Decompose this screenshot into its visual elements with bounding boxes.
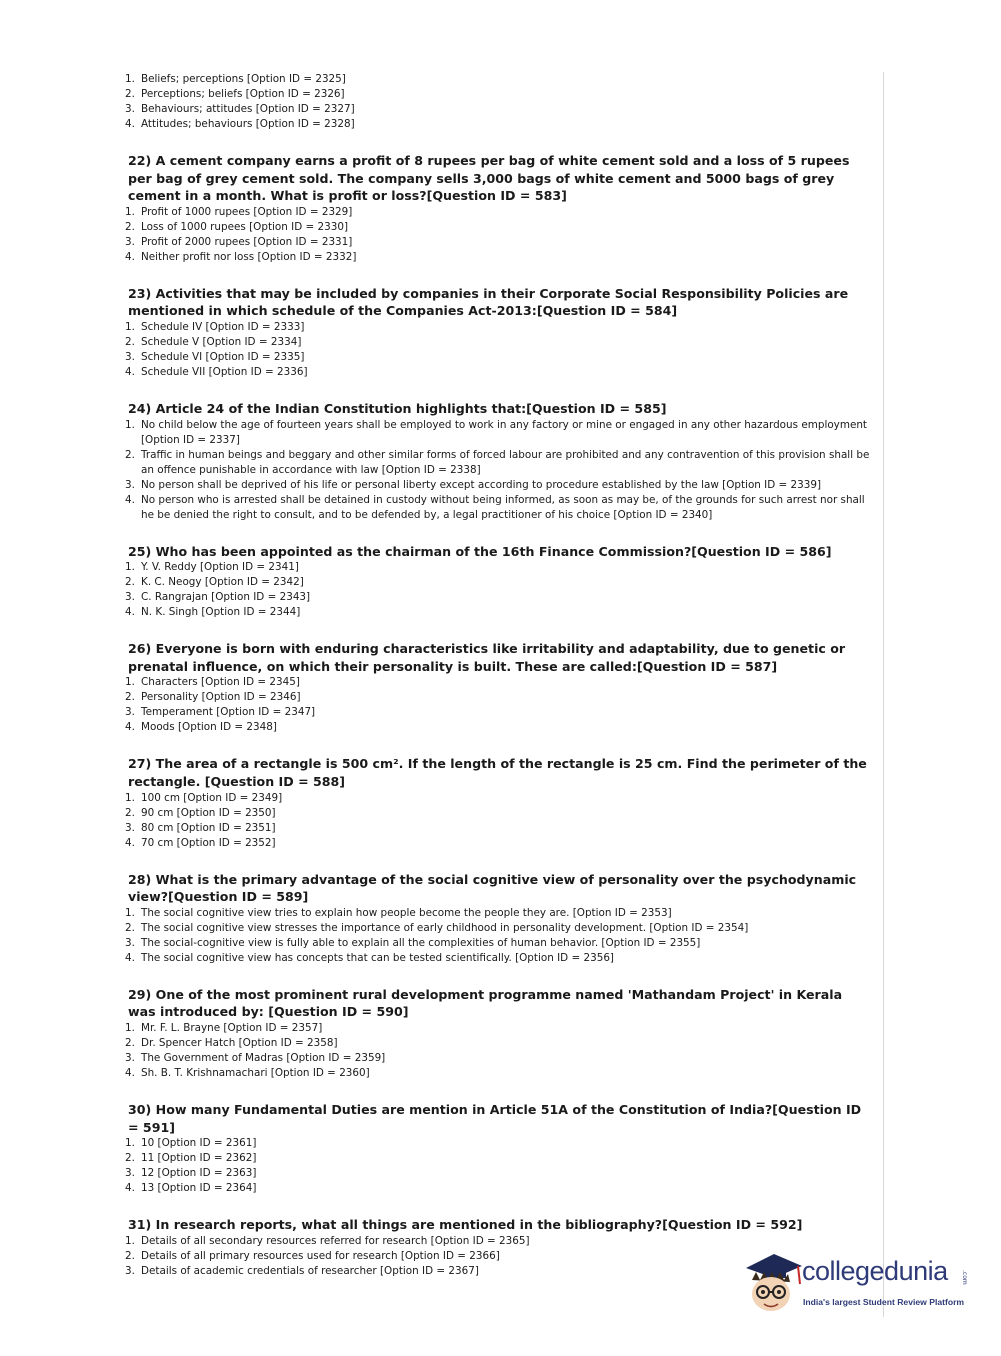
option-item xyxy=(122,1234,872,1249)
option-item xyxy=(122,921,872,936)
question-text: 31) In research reports, what all things are mentioned in the bibliography?[Question ID = 592] xyxy=(128,1217,803,1233)
options-list xyxy=(122,1136,872,1196)
option-text: 12 [Option ID = 2363] xyxy=(141,1167,257,1180)
option-text: 100 cm [Option ID = 2349] xyxy=(141,791,283,804)
question-text: 28) What is the primary advantage of the social cognitive view of personality over the psychodynamic view?[Question ID = 589] xyxy=(128,871,857,905)
option-item xyxy=(122,605,872,620)
option-number: 3. xyxy=(125,706,135,719)
options-list xyxy=(122,675,872,735)
question-block xyxy=(122,986,872,1081)
option-number: 1. xyxy=(125,561,135,574)
option-text: Mr. F. L. Brayne [Option ID = 2357] xyxy=(141,1021,323,1034)
options-list xyxy=(122,320,872,380)
option-text: Profit of 2000 rupees [Option ID = 2331] xyxy=(141,235,353,248)
option-text: The social-cognitive view is fully able to explain all the complexities of human behavior. [Option ID = 2355] xyxy=(141,936,701,949)
option-text: Perceptions; beliefs [Option ID = 2326] xyxy=(141,88,345,100)
option-text: No child below the age of fourteen years shall be employed to work in any factory or mine or engaged in any other hazardous employment [Option ID = 2337] xyxy=(141,418,868,446)
option-number: 4. xyxy=(125,836,135,849)
option-number: 1. xyxy=(125,1021,135,1034)
option-number: 1. xyxy=(125,205,135,218)
option-number: 4. xyxy=(125,365,135,378)
option-item xyxy=(122,575,872,590)
option-number: 2. xyxy=(125,1036,135,1049)
leading-options-list xyxy=(122,72,872,132)
option-text: Behaviours; attitudes [Option ID = 2327] xyxy=(141,103,355,115)
option-item xyxy=(122,675,872,690)
option-number: 2. xyxy=(125,88,135,100)
option-number: 2. xyxy=(125,220,135,233)
option-item xyxy=(122,1051,872,1066)
option-text: K. C. Neogy [Option ID = 2342] xyxy=(141,576,304,589)
option-text: Schedule IV [Option ID = 2333] xyxy=(141,320,305,333)
option-text: No person shall be deprived of his life or personal liberty except according to procedure established by the law [Option ID = 2339] xyxy=(141,478,822,491)
option-number: 3. xyxy=(125,821,135,834)
option-number: 1. xyxy=(125,906,135,919)
options-list xyxy=(122,205,872,265)
option-item xyxy=(122,806,872,821)
option-item xyxy=(122,205,872,220)
option-item xyxy=(122,350,872,365)
option-item xyxy=(122,951,872,966)
option-number: 3. xyxy=(125,1167,135,1180)
option-number: 2. xyxy=(125,448,135,461)
option-item xyxy=(122,720,872,735)
option-number: 1. xyxy=(125,418,135,431)
question-text: 27) The area of a rectangle is 500 cm². If the length of the rectangle is 25 cm. Find the perimeter of the rectangle. [Question ID = 588] xyxy=(128,756,867,789)
option-number: 1. xyxy=(125,676,135,689)
option-number: 2. xyxy=(125,335,135,348)
option-text: Sh. B. T. Krishnamachari [Option ID = 2360] xyxy=(141,1066,370,1079)
option-number: 1. xyxy=(125,320,135,333)
option-item xyxy=(122,102,872,117)
option-item xyxy=(122,590,872,605)
option-number: 4. xyxy=(125,493,135,506)
option-text: Neither profit nor loss [Option ID = 2332] xyxy=(141,250,357,263)
option-text: Temperament [Option ID = 2347] xyxy=(141,706,316,719)
question-text: 23) Activities that may be included by companies in their Corporate Social Responsibility Policies are mentioned in which schedule of the Companies Act-2013:[Question ID = 584] xyxy=(128,285,849,319)
option-number: 3. xyxy=(125,591,135,604)
option-text: Details of academic credentials of researcher [Option ID = 2367] xyxy=(141,1264,479,1277)
option-text: C. Rangrajan [Option ID = 2343] xyxy=(141,591,311,604)
question-paper xyxy=(122,72,872,1279)
option-text: 90 cm [Option ID = 2350] xyxy=(141,806,276,819)
option-text: Schedule VI [Option ID = 2335] xyxy=(141,350,305,363)
option-text: Moods [Option ID = 2348] xyxy=(141,721,277,734)
option-text: Profit of 1000 rupees [Option ID = 2329] xyxy=(141,205,353,218)
collegedunia-logo xyxy=(742,1250,972,1318)
options-list xyxy=(122,906,872,966)
option-text: 10 [Option ID = 2361] xyxy=(141,1137,257,1150)
option-text: 80 cm [Option ID = 2351] xyxy=(141,821,276,834)
option-text: Characters [Option ID = 2345] xyxy=(141,676,300,689)
option-item xyxy=(122,690,872,705)
option-item xyxy=(122,493,872,523)
option-text: Y. V. Reddy [Option ID = 2341] xyxy=(141,561,299,574)
question-text: 25) Who has been appointed as the chairman of the 16th Finance Commission?[Question ID = 586] xyxy=(128,543,832,559)
option-text: Loss of 1000 rupees [Option ID = 2330] xyxy=(141,220,349,233)
question-text: 24) Article 24 of the Indian Constitution highlights that:[Question ID = 585] xyxy=(128,400,667,416)
options-list xyxy=(122,418,872,523)
option-text: Schedule V [Option ID = 2334] xyxy=(141,335,302,348)
option-number: 3. xyxy=(125,1264,135,1277)
option-text: No person who is arrested shall be detained in custody without being informed, as soon as may be, of the grounds for such arrest nor shall he be denied the right to consult, and to be defended by, a legal practitioner of his choice [Option ID = 2340] xyxy=(141,493,865,521)
option-item xyxy=(122,117,872,132)
leading-options-block xyxy=(122,72,872,132)
option-text: Traffic in human beings and beggary and other similar forms of forced labour are prohibited and any contravention of this provision shall be an offence punishable in accordance with law [Option ID = 2338] xyxy=(141,448,870,476)
option-item xyxy=(122,220,872,235)
option-item xyxy=(122,72,872,87)
option-number: 2. xyxy=(125,921,135,934)
option-item xyxy=(122,1036,872,1051)
option-number: 4. xyxy=(125,1066,135,1079)
option-number: 3. xyxy=(125,235,135,248)
option-text: The social cognitive view has concepts that can be tested scientifically. [Option ID = 2356] xyxy=(141,951,614,964)
option-number: 3. xyxy=(125,1051,135,1064)
option-item xyxy=(122,418,872,448)
option-number: 4. xyxy=(125,951,135,964)
option-text: 13 [Option ID = 2364] xyxy=(141,1182,257,1195)
option-number: 1. xyxy=(125,1137,135,1150)
page-divider-line xyxy=(883,72,884,1317)
option-item xyxy=(122,560,872,575)
option-number: 2. xyxy=(125,691,135,704)
option-number: 2. xyxy=(125,576,135,589)
option-item xyxy=(122,906,872,921)
question-block xyxy=(122,871,872,966)
option-number: 2. xyxy=(125,806,135,819)
question-block xyxy=(122,400,872,523)
option-item xyxy=(122,1166,872,1181)
options-list xyxy=(122,560,872,620)
option-item xyxy=(122,791,872,806)
option-text: N. K. Singh [Option ID = 2344] xyxy=(141,606,301,619)
option-text: Attitudes; behaviours [Option ID = 2328] xyxy=(141,118,355,130)
logo-suffix: .com xyxy=(961,1270,968,1285)
option-number: 3. xyxy=(125,350,135,363)
question-block xyxy=(122,152,872,265)
option-text: The social cognitive view stresses the importance of early childhood in personality development. [Option ID = 2354] xyxy=(141,921,749,934)
option-number: 1. xyxy=(125,791,135,804)
option-number: 1. xyxy=(125,73,135,85)
option-number: 1. xyxy=(125,1234,135,1247)
question-text: 30) How many Fundamental Duties are mention in Article 51A of the Constitution of India?[Question ID = 591] xyxy=(128,1101,862,1135)
option-item xyxy=(122,821,872,836)
question-text: 29) One of the most prominent rural development programme named 'Mathandam Project' in Kerala was introduced by: [Question ID = 590] xyxy=(128,986,843,1020)
option-number: 3. xyxy=(125,936,135,949)
option-item xyxy=(122,836,872,851)
question-block xyxy=(122,543,872,621)
option-item xyxy=(122,1066,872,1081)
question-text: 26) Everyone is born with enduring characteristics like irritability and adaptability, due to genetic or prenatal influence, on which their personality is built. These are called:[Question ID = 587] xyxy=(128,641,846,674)
option-text: The social cognitive view tries to explain how people become the people they are. [Option ID = 2353] xyxy=(141,906,672,919)
option-number: 2. xyxy=(125,1249,135,1262)
option-item xyxy=(122,1136,872,1151)
option-number: 3. xyxy=(125,103,135,115)
option-number: 4. xyxy=(125,118,135,130)
option-item xyxy=(122,705,872,720)
option-item xyxy=(122,335,872,350)
question-text: 22) A cement company earns a profit of 8 rupees per bag of white cement sold and a loss of 5 rupees per bag of grey cement sold. The company sells 3,000 bags of white cement and 5000 bags of grey cement in a month. What is profit or loss?[Question ID = 583] xyxy=(128,153,850,204)
option-item xyxy=(122,365,872,380)
option-item xyxy=(122,1151,872,1166)
option-text: 11 [Option ID = 2362] xyxy=(141,1152,257,1165)
option-item xyxy=(122,1021,872,1036)
option-number: 4. xyxy=(125,606,135,619)
question-block xyxy=(122,755,872,850)
option-item xyxy=(122,1181,872,1196)
option-text: Details of all secondary resources referred for research [Option ID = 2365] xyxy=(141,1234,530,1247)
option-text: 70 cm [Option ID = 2352] xyxy=(141,836,276,849)
question-block xyxy=(122,285,872,380)
option-text: Schedule VII [Option ID = 2336] xyxy=(141,365,308,378)
option-item xyxy=(122,320,872,335)
option-item xyxy=(122,235,872,250)
option-number: 3. xyxy=(125,478,135,491)
option-item xyxy=(122,936,872,951)
options-list xyxy=(122,791,872,851)
option-text: Beliefs; perceptions [Option ID = 2325] xyxy=(141,73,346,85)
question-block xyxy=(122,1101,872,1196)
options-list xyxy=(122,1021,872,1081)
option-text: The Government of Madras [Option ID = 2359] xyxy=(141,1051,386,1064)
logo-wordmark: collegedunia xyxy=(802,1256,948,1286)
option-item xyxy=(122,250,872,265)
questions-container xyxy=(122,152,872,1279)
option-item xyxy=(122,478,872,493)
question-block xyxy=(122,640,872,735)
logo-tagline: India's largest Student Review Platform xyxy=(803,1297,965,1307)
option-number: 2. xyxy=(125,1152,135,1165)
option-item xyxy=(122,87,872,102)
option-number: 4. xyxy=(125,250,135,263)
option-text: Details of all primary resources used for research [Option ID = 2366] xyxy=(141,1249,500,1262)
option-text: Dr. Spencer Hatch [Option ID = 2358] xyxy=(141,1036,338,1049)
option-number: 4. xyxy=(125,721,135,734)
option-number: 4. xyxy=(125,1182,135,1195)
mascot-icon xyxy=(742,1250,806,1318)
option-text: Personality [Option ID = 2346] xyxy=(141,691,301,704)
option-item xyxy=(122,448,872,478)
